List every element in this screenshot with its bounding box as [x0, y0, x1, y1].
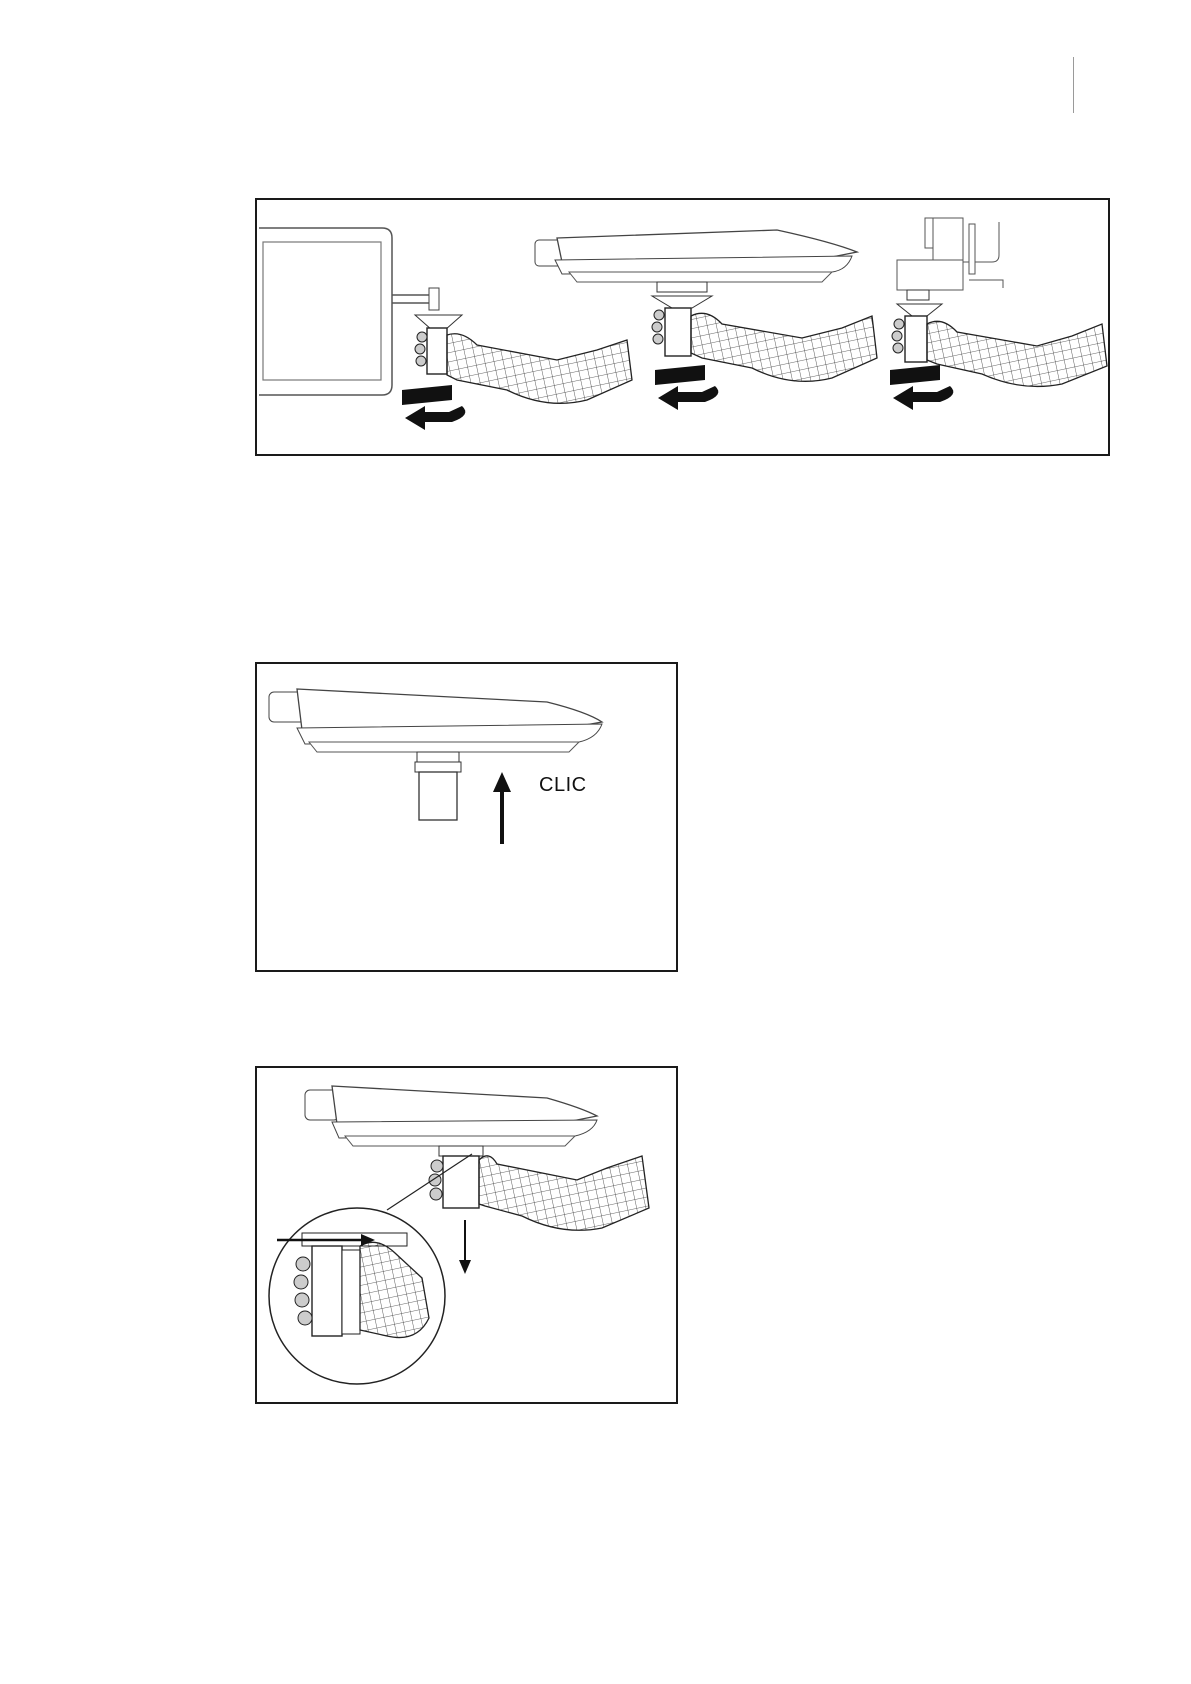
light-head-illustration-3	[305, 1086, 597, 1156]
light-head-illustration-2	[269, 689, 602, 820]
arrow-down-icon	[459, 1220, 471, 1274]
rotate-arrow-icon	[890, 365, 953, 410]
figure-2-drawing	[257, 664, 678, 972]
light-head-illustration-1	[535, 230, 857, 308]
figure-handle-clic-attach	[255, 662, 678, 972]
clic-label: CLIC	[539, 774, 587, 796]
figure-1-drawing	[257, 200, 1110, 456]
figure-3-drawing	[257, 1068, 678, 1404]
figure-handle-release-detail	[255, 1066, 678, 1404]
ceiling-arm-illustration	[897, 218, 1003, 316]
figure-handle-install-three-views	[255, 198, 1110, 456]
page-margin-rule	[1073, 57, 1074, 113]
rotate-arrow-icon	[402, 385, 465, 430]
rotate-arrow-icon	[655, 365, 718, 410]
detail-zoom-callout	[269, 1154, 472, 1384]
arrow-up-icon	[493, 772, 511, 844]
hand-releasing-handle	[429, 1156, 649, 1230]
